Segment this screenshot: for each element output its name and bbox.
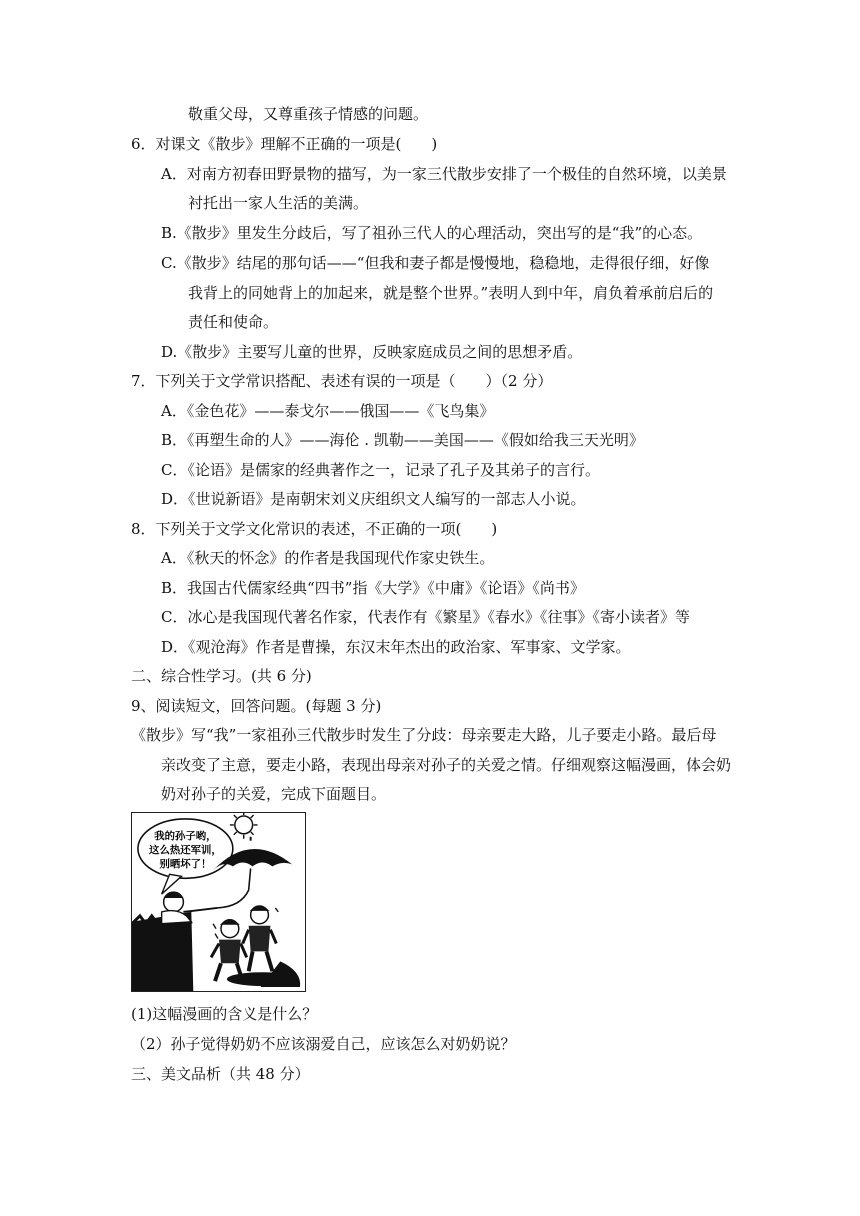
option-6d: D.《散步》主要写儿童的世界，反映家庭成员之间的思想矛盾。	[161, 343, 583, 361]
grandson-figure	[211, 920, 247, 981]
sun-icon	[230, 813, 258, 839]
option-6c: C.《散步》结尾的那句话——“但我和妻子都是慢慢地，稳稳地，走得很仔细，好像	[161, 254, 710, 272]
option-8c: C．冰心是我国现代著名作家，代表作有《繁星》《春水》《往事》《寄小读者》等	[161, 608, 690, 626]
option-6a: A．对南方初春田野景物的描写，为一家三代散步安排了一个极佳的自然环境，以美景	[161, 165, 727, 183]
text-line: 敬重父母，又尊重孩子情感的问题。	[188, 105, 429, 123]
question-6: 6．对课文《散步》理解不正确的一项是( )	[131, 135, 438, 153]
option-7d: D．《世说新语》是南朝宋刘义庆组织文人编写的一部志人小说。	[161, 490, 586, 508]
option-8a: A．《秋天的怀念》的作者是我国现代作家史铁生。	[161, 549, 495, 567]
passage-line: 奶对孙子的关爱，完成下面题目。	[161, 785, 387, 803]
option-6c-cont: 我背上的同她背上的加起来，就是整个世界。”表明人到中年，肩负着承前启后的	[188, 284, 714, 302]
option-8d: D．《观沧海》作者是曹操，东汉末年杰出的政治家、军事家、文学家。	[161, 638, 631, 656]
question-8: 8．下列关于文学文化常识的表述，不正确的一项( )	[131, 520, 498, 538]
passage-line: 《散步》写“我”一家祖孙三代散步时发生了分歧：母亲要走大路，儿子要走小路。最后母	[131, 726, 717, 744]
grandson-figure	[243, 906, 277, 971]
option-7c: C．《论语》是儒家的经典著作之一，记录了孔子及其弟子的言行。	[161, 461, 600, 479]
section-2-heading: 二、综合性学习。(共 6 分)	[131, 667, 312, 685]
option-7b: B．《再塑生命的人》——海伦 . 凯勒——美国——《假如给我三天光明》	[161, 431, 644, 449]
option-6c-cont: 责任和使命。	[188, 313, 279, 331]
passage-line: 亲改变了主意，要走小路，表现出母亲对孙子的关爱之情。仔细观察这幅漫画，体会奶	[161, 756, 732, 774]
grandmother-figure	[162, 892, 217, 924]
question-9: 9、阅读短文，回答问题。(每题 3 分)	[131, 697, 382, 715]
option-6b: B.《散步》里发生分歧后，写了祖孙三代人的心理活动，突出写的是“我”的心态。	[161, 224, 703, 242]
speech-line: 别晒坏了！	[159, 858, 212, 871]
cartoon-image	[131, 812, 306, 992]
sub-question-2: （2）孙子觉得奶奶不应该溺爱自己，应该怎么对奶奶说？	[131, 1035, 516, 1053]
option-7a: A．《金色花》——泰戈尔——俄国——《飞鸟集》	[161, 402, 495, 420]
sub-question-1: (1)这幅漫画的含义是什么？	[131, 1005, 318, 1023]
speech-line: 我的孙子哟，	[154, 830, 217, 843]
option-8b: B．我国古代儒家经典“四书”指《大学》《中庸》《论语》《尚书》	[161, 579, 585, 597]
question-7: 7．下列关于文学常识搭配、表述有误的一项是（ ）（2 分）	[131, 372, 553, 390]
section-3-heading: 三、美文品析（共 48 分）	[131, 1065, 310, 1083]
option-6a-cont: 衬托出一家人生活的美满。	[188, 194, 369, 212]
speech-line: 这么热还军训，	[149, 844, 222, 857]
